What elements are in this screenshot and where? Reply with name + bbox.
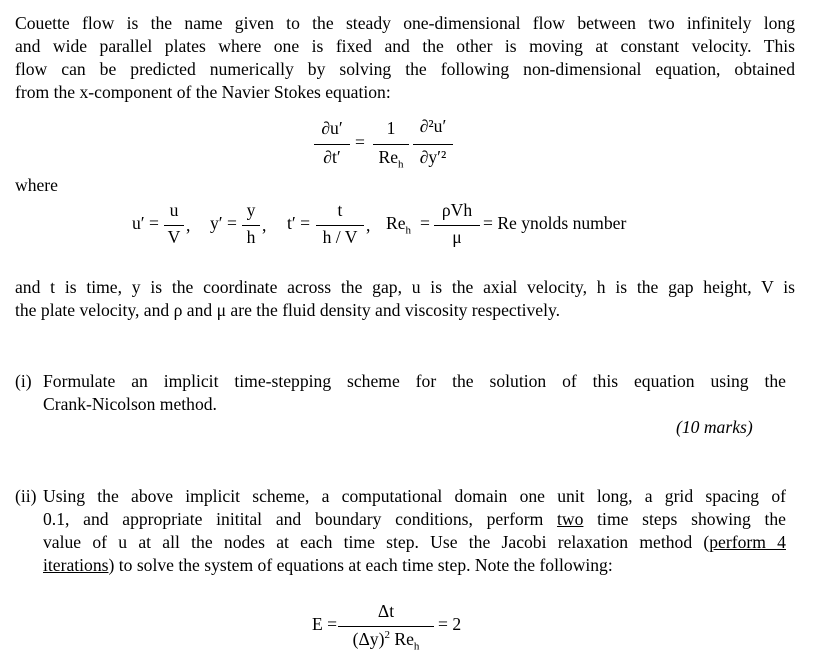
equals-sign: = <box>355 132 365 152</box>
e-denominator: $(\Delta y)^2$ $Re_h$ <box>352 629 420 653</box>
comma: , <box>262 215 267 235</box>
reynolds-lhs: $Re_h$ <box>386 213 412 237</box>
question-2-line: iterations) to solve the system of equations at each time step. Note the following: <box>43 555 613 575</box>
y-denominator: h <box>246 227 256 247</box>
t-definition-lhs: t′ = <box>287 213 311 233</box>
e-rhs: = 2 <box>438 614 462 634</box>
comma: , <box>366 215 371 235</box>
u-denominator: V <box>167 227 181 247</box>
fraction-bar <box>338 626 434 627</box>
t-denominator: h / V <box>322 227 358 247</box>
question-1-marks: (10 marks) <box>676 417 753 437</box>
y-numerator: y <box>246 200 256 220</box>
question-2-line: Using the above implicit scheme, a computational domain one unit long, a grid spacing of <box>43 486 786 506</box>
rhs-denominator: ∂y′² <box>419 147 447 167</box>
coef-numerator: 1 <box>386 118 396 138</box>
comma: , <box>186 215 191 235</box>
reynolds-numerator: ρVh <box>441 200 473 220</box>
coef-denominator: $Re_h$ <box>378 147 404 171</box>
intro-line: from the x-component of the Navier Stokes equation: <box>15 82 391 102</box>
intro-line: flow can be predicted numerically by solving the following non-dimensional equation, obtained <box>15 59 795 79</box>
explanation-line: and t is time, y is the coordinate across the gap, u is the axial velocity, h is the gap height, V is <box>15 277 795 297</box>
reynolds-denominator: μ <box>452 227 462 247</box>
emphasis-perform: perform 4 <box>709 532 786 552</box>
explanation-line: the plate velocity, and ρ and μ are the fluid density and viscosity respectively. <box>15 300 561 320</box>
intro-line: Couette flow is the name given to the steady one-dimensional flow between two infinitely long <box>15 13 795 33</box>
equals-sign: = <box>420 213 430 233</box>
y-definition-lhs: y′ = <box>210 213 237 233</box>
emphasis-two: two <box>557 509 584 529</box>
question-1-line: Formulate an implicit time-stepping scheme for the solution of this equation using the <box>43 371 786 391</box>
intro-line: and wide parallel plates where one is fixed and the other is moving at constant velocity. This <box>15 36 795 56</box>
lhs-denominator: ∂t′ <box>323 147 341 167</box>
rhs-numerator: ∂²u′ <box>419 116 447 136</box>
reynolds-name: = Re ynolds number <box>483 213 627 233</box>
where-label: where <box>15 175 58 195</box>
question-2-number: (ii) <box>15 486 37 506</box>
e-numerator: Δt <box>377 601 395 621</box>
question-2-line: 0.1, and appropriate initital and boundary conditions, perform two time steps showing the <box>43 509 786 529</box>
emphasis-iterations: iterations <box>43 555 109 575</box>
e-lhs: E = <box>312 614 338 634</box>
question-1-line: Crank-Nicolson method. <box>43 394 217 414</box>
u-numerator: u <box>169 200 179 220</box>
lhs-numerator: ∂u′ <box>321 118 343 138</box>
t-numerator: t <box>337 200 343 220</box>
u-definition-lhs: u′ = <box>132 213 159 233</box>
question-1-number: (i) <box>15 371 32 391</box>
question-2-line: value of u at all the nodes at each time step. Use the Jacobi relaxation method (perform 4 <box>43 532 786 552</box>
